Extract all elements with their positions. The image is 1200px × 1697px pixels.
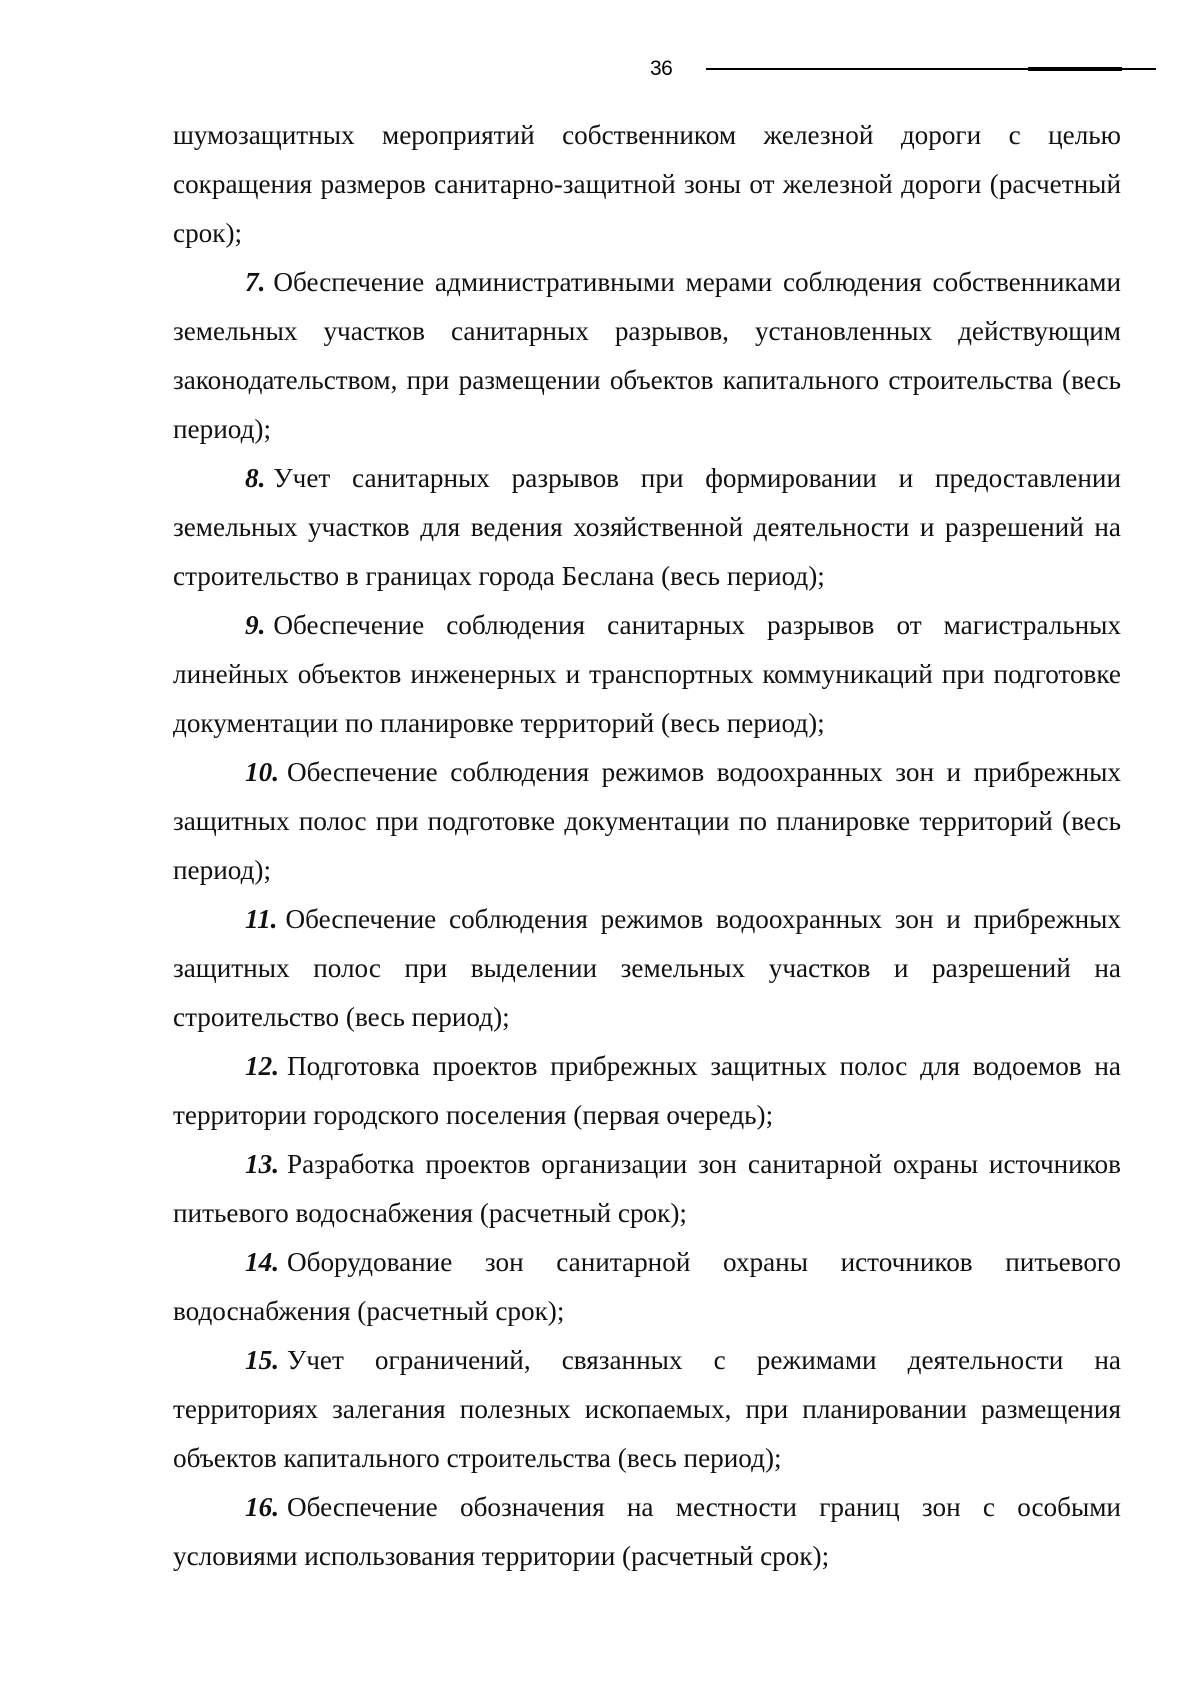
- list-item-number: 9.: [245, 610, 266, 640]
- list-item-number: 10.: [245, 757, 279, 787]
- list-item-text: Обеспечение соблюдения режимов водоохранных зон и прибрежных защитных полос при выделении земельных участков и разрешений на строительство (весь период);: [173, 904, 1121, 1032]
- page-header: [0, 56, 1200, 86]
- list-item-text: Учет санитарных разрывов при формировании и предоставлении земельных участков для ведения хозяйственной деятельности и разрешений на строительство в границах города Беслана (весь период);: [173, 463, 1121, 591]
- header-rule-accent: [1028, 67, 1122, 71]
- list-item-number: 12.: [245, 1051, 279, 1081]
- list-item-text: Разработка проектов организации зон санитарной охраны источников питьевого водоснабжения (расчетный срок);: [173, 1149, 1121, 1228]
- paragraph-continuation: [173, 111, 1121, 258]
- list-item: [173, 748, 1121, 895]
- list-item: [173, 1483, 1121, 1581]
- list-item: [173, 895, 1121, 1042]
- list-item-text: Обеспечение соблюдения санитарных разрывов от магистральных линейных объектов инженерных и транспортных коммуникаций при подготовке документации по планировке территорий (весь период);: [173, 610, 1121, 738]
- list-item-number: 7.: [245, 267, 266, 297]
- list-item-number: 8.: [245, 463, 266, 493]
- list-item-number: 14.: [245, 1247, 279, 1277]
- list-item: [173, 454, 1121, 601]
- document-body: [173, 111, 1121, 1581]
- list-item: [173, 1336, 1121, 1483]
- list-item: [173, 1238, 1121, 1336]
- list-item: [173, 1140, 1121, 1238]
- list-item-text: Оборудование зон санитарной охраны источников питьевого водоснабжения (расчетный срок);: [173, 1247, 1121, 1326]
- list-item-text: Подготовка проектов прибрежных защитных полос для водоемов на территории городского поселения (первая очередь);: [173, 1051, 1121, 1130]
- list-item-text: Обеспечение соблюдения режимов водоохранных зон и прибрежных защитных полос при подготовке документации по планировке территорий (весь период);: [173, 757, 1121, 885]
- list-item-text: Обеспечение административными мерами соблюдения собственниками земельных участков санитарных разрывов, установленных действующим законодательством, при размещении объектов капитального строительства (весь период);: [173, 267, 1121, 444]
- list-item-number: 15.: [245, 1345, 279, 1375]
- list-item-number: 13.: [245, 1149, 279, 1179]
- list-item-text: Обеспечение обозначения на местности границ зон с особыми условиями использования территории (расчетный срок);: [173, 1492, 1121, 1571]
- list-item-number: 11.: [245, 904, 278, 934]
- list-item: [173, 1042, 1121, 1140]
- paragraph-text: шумозащитных мероприятий собственником железной дороги с целью сокращения размеров санитарно-защитной зоны от железной дороги (расчетный срок);: [173, 120, 1121, 248]
- list-item-number: 16.: [245, 1492, 279, 1522]
- page-number: 36: [650, 57, 673, 80]
- list-item: [173, 258, 1121, 454]
- list-item: [173, 601, 1121, 748]
- list-item-text: Учет ограничений, связанных с режимами деятельности на территориях залегания полезных ископаемых, при планировании размещения объектов капитального строительства (весь период);: [173, 1345, 1121, 1473]
